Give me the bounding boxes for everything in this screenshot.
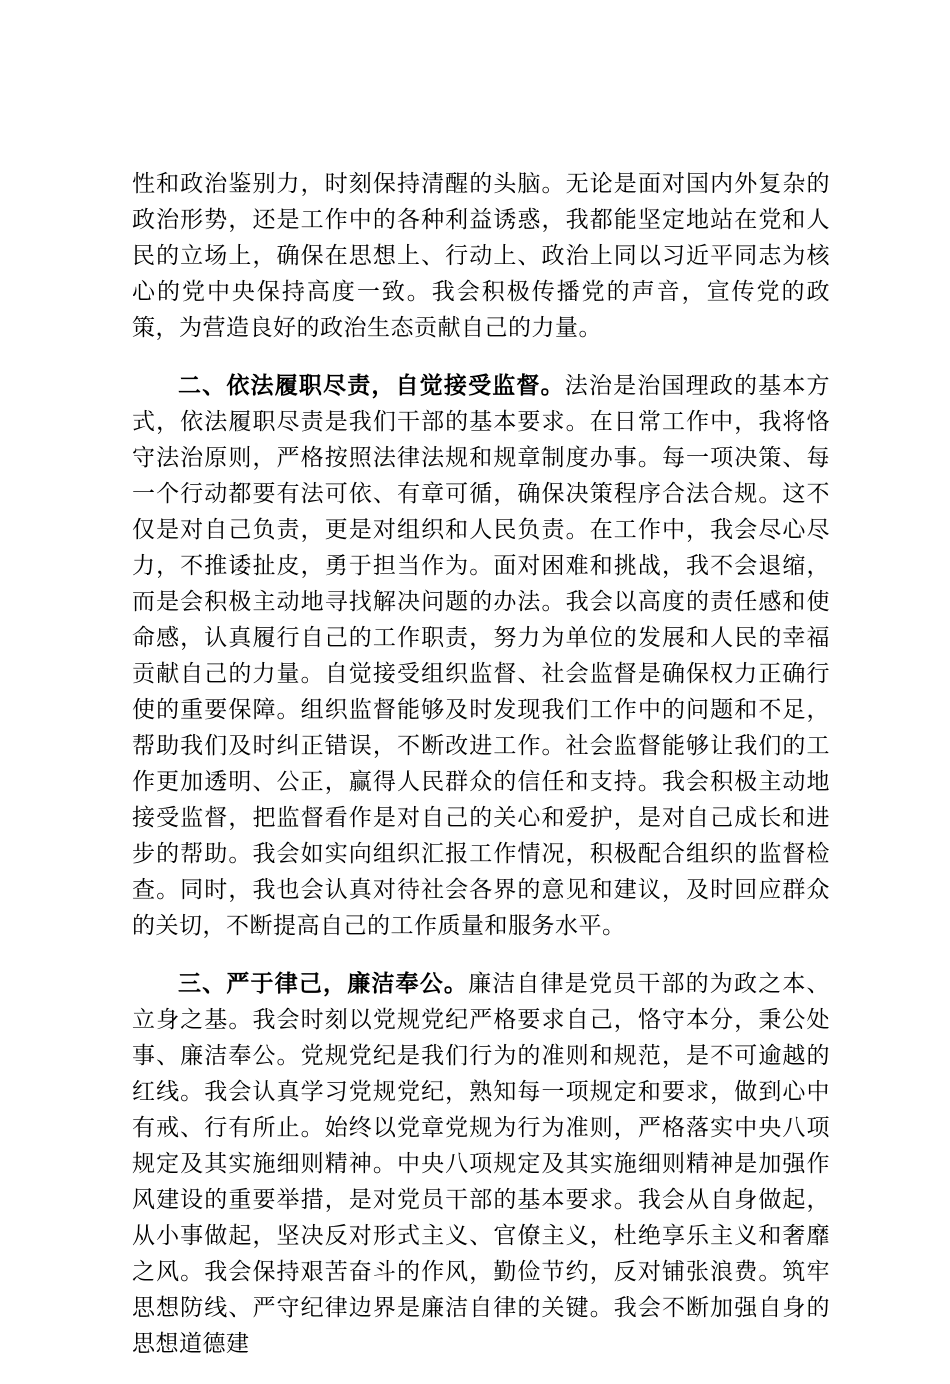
paragraph-self-discipline <box>132 966 830 1362</box>
section-heading-three: 三、严于律己，廉洁奉公。 <box>178 970 469 997</box>
paragraph-text: 廉洁自律是党员干部的为政之本、立身之基。我会时刻以党规党纪严格要求自己，恪守本分，秉公处事、廉洁奉公。党规党纪是我们行为的准则和规范，是不可逾越的红线。我会认真学习党规党纪，熟知每一项规定和要求，做到心中有戒、行有所止。始终以党章党规为行为准则，严格落实中央八项规定及其实施细则精神。中央八项规定及其实施细则精神是加强作风建设的重要举措，是对党员干部的基本要求。我会从自身做起，从小事做起，坚决反对形式主义、官僚主义，杜绝享乐主义和奢靡之风。我会保持艰苦奋斗的作风，勤俭节约，反对铺张浪费。筑牢思想防线、严守纪律边界是廉洁自律的关键。我会不断加强自身的思想道德建 <box>132 971 831 1357</box>
paragraph-text: 性和政治鉴别力，时刻保持清醒的头脑。无论是面对国内外复杂的政治形势，还是工作中的各种利益诱惑，我都能坚定地站在党和人民的立场上，确保在思想上、行动上、政治上同以习近平同志为核心的党中央保持高度一致。我会积极传播党的声音，宣传党的政策，为营造良好的政治生态贡献自己的力量。 <box>132 171 830 341</box>
paragraph-political-awareness <box>132 166 830 346</box>
section-heading-two: 二、依法履职尽责，自觉接受监督。 <box>178 372 565 399</box>
paragraph-text: 法治是治国理政的基本方式，依法履职尽责是我们干部的基本要求。在日常工作中，我将恪守法治原则，严格按照法律法规和规章制度办事。每一项决策、每一个行动都要有法可依、有章可循，确保决策程序合法合规。这不仅是对自己负责，更是对组织和人民负责。在工作中，我会尽心尽力，不推诿扯皮，勇于担当作为。面对困难和挑战，我不会退缩，而是会积极主动地寻找解决问题的办法。我会以高度的责任感和使命感，认真履行自己的工作职责，努力为单位的发展和人民的幸福贡献自己的力量。自觉接受组织监督、社会监督是确保权力正确行使的重要保障。组织监督能够及时发现我们工作中的问题和不足，帮助我们及时纠正错误，不断改进工作。社会监督能够让我们的工作更加透明、公正，赢得人民群众的信任和支持。我会积极主动地接受监督，把监督看作是对自己的关心和爱护，是对自己成长和进步的帮助。我会如实向组织汇报工作情况，积极配合组织的监督检查。同时，我也会认真对待社会各界的意见和建议，及时回应群众的关切，不断提高自己的工作质量和服务水平。 <box>132 373 831 939</box>
document-page <box>132 166 830 1384</box>
paragraph-lawful-duty <box>132 368 830 944</box>
